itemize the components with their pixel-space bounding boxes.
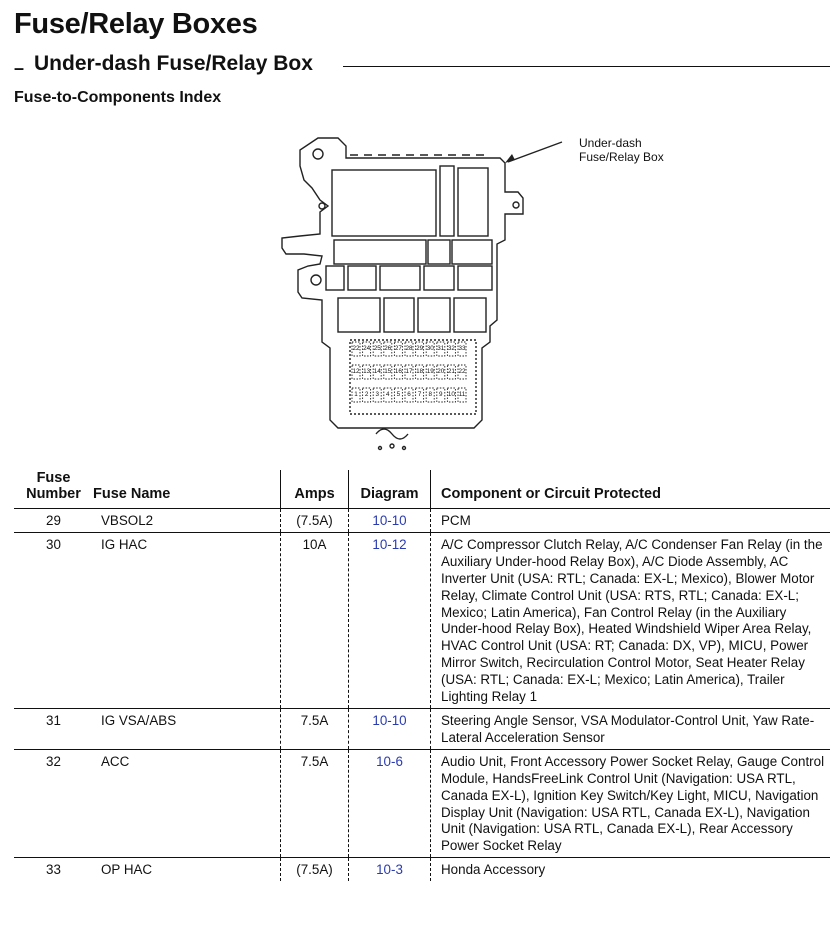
fuse-slot-label: 12 [352,368,360,375]
fuse-box-diagram [0,0,838,470]
diagram-link[interactable]: 10-12 [349,532,431,708]
amps-cell: 7.5A [281,708,349,749]
amps-cell: (7.5A) [281,509,349,533]
table-row [14,532,830,708]
fuse-number-cell: 29 [14,509,93,533]
fuse-slot-label: 8 [428,391,432,398]
page-title: Fuse/Relay Boxes [14,8,258,40]
fuse-slot-label: 20 [437,368,445,375]
col-header-amps: Amps [281,470,349,509]
fuse-name-cell: VBSOL2 [93,509,281,533]
fuse-slot-label: 31 [437,345,445,352]
amps-cell: 10A [281,532,349,708]
component-cell: Honda Accessory [431,858,831,881]
fuse-slot-label: 22 [458,368,466,375]
fuse-slot-label: 1 [354,391,358,398]
col-header-diagram: Diagram [349,470,431,509]
page-subtitle: Under-dash Fuse/Relay Box [34,52,313,75]
diagram-link[interactable]: 10-6 [349,749,431,857]
fuse-slot-label: 25 [373,345,381,352]
component-cell: Audio Unit, Front Accessory Power Socket Relay, Gauge Control Module, HandsFreeLink Control Unit (Navigation: USA RTL, Canada EX-L), Ignition Key Switch/Key Light, MICU, Navigation Display Unit (Navigation: USA RTL, Canada EX-L), Navigation Unit (Navigation: USA RTL, Canada EX-L), Rear Accessory Power Socket Relay [431,749,831,857]
fuse-slot-label: 24 [363,345,371,352]
fuse-number-cell: 30 [14,532,93,708]
fuse-slot-label: 5 [396,391,401,398]
table-header-row [14,470,830,509]
fuse-slot-label: 33 [458,345,466,352]
diagram-link[interactable]: 10-3 [349,858,431,881]
fuse-slot-label: 14 [373,368,381,375]
fuse-number-cell: 31 [14,708,93,749]
fuse-slot-label: 28 [405,345,413,352]
amps-cell: (7.5A) [281,858,349,881]
fuse-slot-label: 29 [416,345,424,352]
fuse-slot-label: 27 [394,345,402,352]
fuse-index-table [14,470,830,881]
diagram-link[interactable]: 10-10 [349,509,431,533]
fuse-slot-label: 9 [439,391,443,398]
section-heading: Fuse-to-Components Index [14,89,222,106]
table-row [14,749,830,857]
fuse-slot-label: 6 [407,391,411,398]
fuse-slot-label: 26 [384,345,392,352]
callout-line-2: Fuse/Relay Box [579,150,664,164]
fuse-slot-label: 2 [364,391,369,398]
table-row [14,858,830,881]
fuse-number-cell: 33 [46,862,61,878]
fuse-slot-label: 13 [363,368,371,375]
subtitle-dash: – [14,58,25,78]
fuse-name-cell: OP HAC [101,862,153,878]
fuse-slot-label: 7 [417,391,422,398]
component-cell: A/C Compressor Clutch Relay, A/C Condenser Fan Relay (in the Auxiliary Under-hood Relay Box), A/C Diode Assembly, AC Inverter Unit (USA: RTL; Canada: EX-L; Mexico), Blower Motor Relay, Climate Control Unit (USA: RTS, RTL; Canada: EX-L; Mexico; Latin America), Fan Control Relay (in the Auxiliary Under-hood Relay Box), Heated Windshield Wiper Area Relay, HVAC Control Unit (USA: RT; Canada: DX, VP), MICU, Power Mirror Switch, Recirculation Control Motor, Seat Heater Relay (USA: RTL; Canada: EX-L; Mexico; Latin America), Trailer Lighting Relay 1 [431,532,831,708]
fuse-number-cell: 32 [14,749,93,857]
fuse-slot-label: 3 [375,391,379,398]
fuse-slot-label: 32 [447,345,455,352]
fuse-slot-label: 22 [352,345,360,352]
diagram-link[interactable]: 10-10 [349,708,431,749]
table-row [14,708,830,749]
diagram-callout [579,136,664,164]
fuse-slot-label: 11 [458,391,466,398]
table-row [14,509,830,533]
fuse-slot-label: 19 [426,368,434,375]
callout-line-1: Under-dash [579,136,642,150]
fuse-slot-label: 21 [447,368,455,375]
col-header-fuse-number: Fuse Number [14,470,93,509]
col-header-fuse-name: Fuse Name [93,470,281,509]
fuse-name-cell: IG VSA/ABS [93,708,281,749]
fuse-slot-label: 4 [386,391,390,398]
amps-cell: 7.5A [281,749,349,857]
fuse-slot-label: 17 [405,368,413,375]
fuse-slot-label: 15 [384,368,392,375]
component-cell: Steering Angle Sensor, VSA Modulator-Control Unit, Yaw Rate-Lateral Acceleration Sensor [431,708,831,749]
fuse-slot-label: 30 [426,345,434,352]
component-cell: PCM [431,509,831,533]
col-header-component: Component or Circuit Protected [431,470,831,509]
fuse-slot-label: 10 [447,391,455,398]
fuse-name-cell: IG HAC [93,532,281,708]
fuse-name-cell: ACC [93,749,281,857]
fuse-slot-label: 16 [394,368,402,375]
fuse-slot-label: 18 [416,368,424,375]
